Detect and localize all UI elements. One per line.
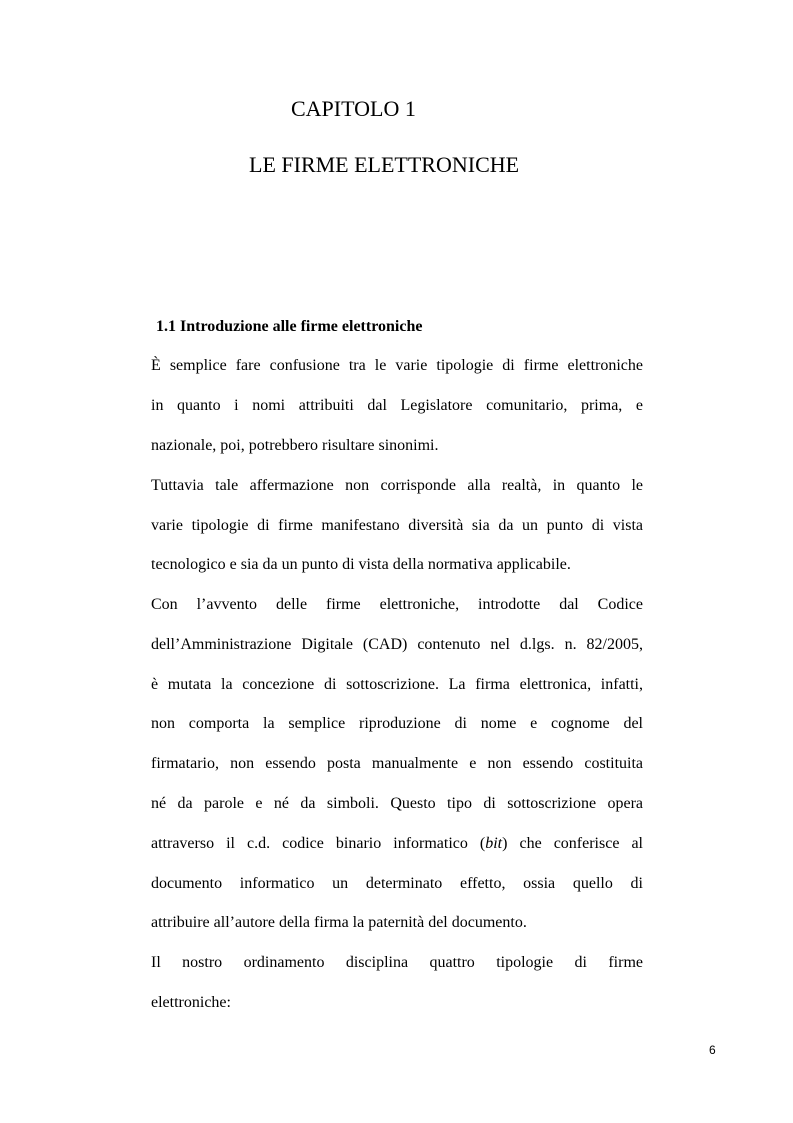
body-line-13-before: attraverso il c.d. codice binario informatico ( [151,835,486,852]
body-line-14: documento informatico un determinato effetto, ossia quello di [151,875,643,892]
body-line-6: tecnologico e sia da un punto di vista della normativa applicabile. [151,556,571,573]
body-line-4: Tuttavia tale affermazione non corrisponde alla realtà, in quanto le [151,477,643,494]
body-line-12: né da parole e né da simboli. Questo tipo di sottoscrizione opera [151,795,643,812]
body-line-5: varie tipologie di firme manifestano diversità sia da un punto di vista [151,517,643,534]
body-line-3: nazionale, poi, potrebbero risultare sinonimi. [151,437,439,454]
body-line-7: Con l’avvento delle firme elettroniche, introdotte dal Codice [151,596,643,613]
chapter-label: CAPITOLO 1 [291,96,416,121]
body-line-1: È semplice fare confusione tra le varie tipologie di firme elettroniche [151,357,643,374]
body-line-13 [151,834,643,854]
page-number: 6 [709,1043,716,1057]
body-line-9: è mutata la concezione di sottoscrizione. La firma elettronica, infatti, [151,676,643,693]
body-line-16: Il nostro ordinamento disciplina quattro tipologie di firme [151,954,643,971]
body-line-11: firmatario, non essendo posta manualmente e non essendo costituita [151,755,643,772]
body-line-15: attribuire all’autore della firma la paternità del documento. [151,914,527,931]
chapter-title: LE FIRME ELETTRONICHE [249,152,520,177]
body-line-17: elettroniche: [151,994,231,1011]
section-heading: 1.1 Introduzione alle firme elettroniche [156,318,423,335]
body-line-2: in quanto i nomi attribuiti dal Legislatore comunitario, prima, e [151,397,643,414]
body-line-13-after: ) che conferisce al [502,835,644,852]
body-line-13-italic: bit [485,835,503,852]
body-line-10: non comporta la semplice riproduzione di nome e cognome del [151,715,643,732]
body-line-8: dell’Amministrazione Digitale (CAD) contenuto nel d.lgs. n. 82/2005, [151,636,643,653]
